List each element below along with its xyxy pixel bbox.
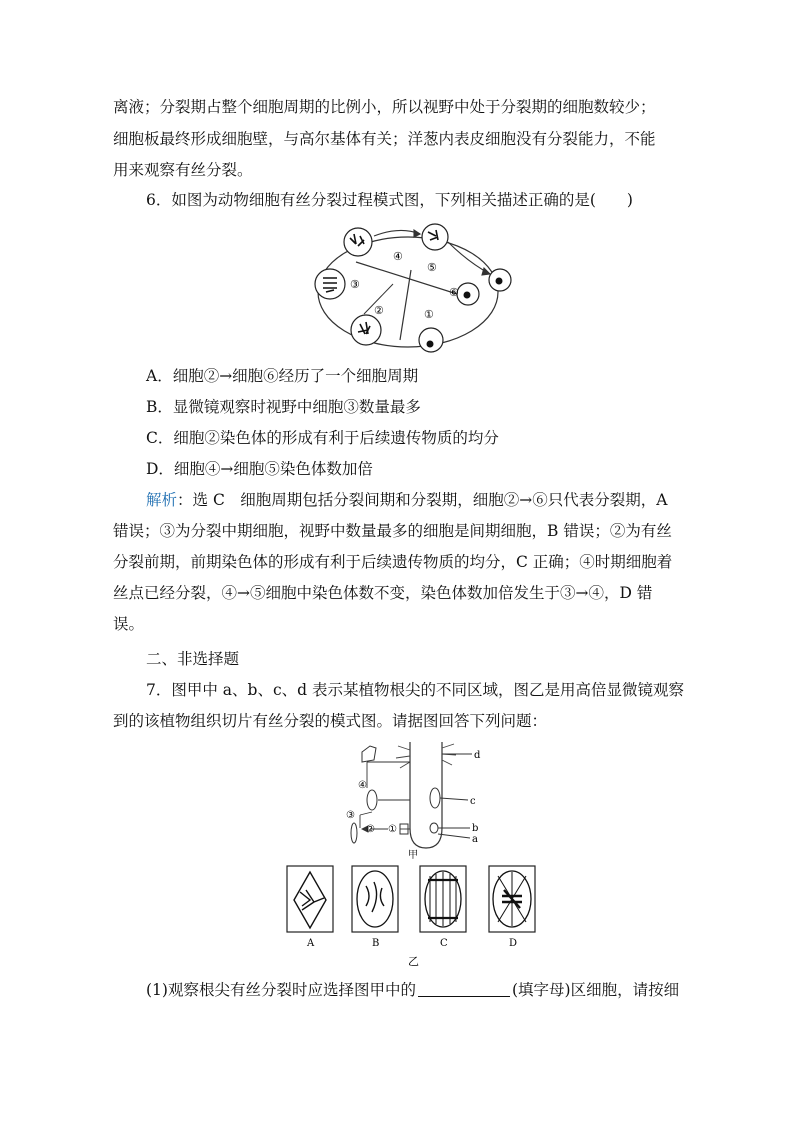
panel-label-b: B <box>372 938 380 949</box>
step-4: ④ <box>358 780 367 791</box>
option-b: B．显微镜观察时视野中细胞③数量最多 <box>146 398 421 416</box>
step-3: ③ <box>346 810 355 821</box>
panel-label-a: A <box>307 938 315 949</box>
analysis-line-4: 丝点已经分裂，④→⑤细胞中染色体数不变，染色体数加倍发生于③→④，D 错 <box>113 584 653 602</box>
answer-blank[interactable] <box>418 980 510 997</box>
cycle-label-1: ① <box>424 308 434 321</box>
cell-cycle-figure <box>308 222 518 366</box>
fig-jia-caption: 甲 <box>408 850 418 861</box>
intro-line-2: 细胞板最终形成细胞壁，与高尔基体有关；洋葱内表皮细胞没有分裂能力，不能 <box>113 130 656 148</box>
analysis-line-5: 误。 <box>113 615 145 633</box>
panel-label-d: D <box>509 938 518 949</box>
question-6-stem: 6．如图为动物细胞有丝分裂过程模式图，下列相关描述正确的是( ) <box>146 191 633 209</box>
analysis-line-2: 错误；③为分裂中期细胞，视野中数量最多的细胞是间期细胞，B 错误；②为有丝 <box>113 522 672 540</box>
root-tip-figure <box>340 740 490 869</box>
cycle-label-6: ⑥ <box>449 286 459 299</box>
analysis-line-3: 分裂前期，前期染色体的形成有利于后续遗传物质的均分，C 正确；④时期细胞着 <box>113 553 673 571</box>
intro-line-1: 离液；分裂期占整个细胞周期的比例小，所以视野中处于分裂期的细胞数较少； <box>113 98 656 116</box>
intro-line-3: 用来观察有丝分裂。 <box>113 161 253 179</box>
cycle-label-5: ⑤ <box>427 261 437 274</box>
cycle-label-2: ② <box>374 304 384 317</box>
panel-label-c: C <box>440 938 448 949</box>
cycle-label-3: ③ <box>350 278 360 291</box>
option-c: C．细胞②染色体的形成有利于后续遗传物质的均分 <box>146 429 499 447</box>
cycle-label-4: ④ <box>393 250 403 263</box>
question-7-stem-2: 到的该植物组织切片有丝分裂的模式图。请据图回答下列问题： <box>113 712 548 730</box>
analysis-label: 解析 <box>146 491 178 509</box>
region-b: b <box>472 823 479 834</box>
option-d: D．细胞④→细胞⑤染色体数加倍 <box>146 460 373 478</box>
step-2: ② <box>366 824 375 835</box>
analysis-line-1: 解析：选 C 细胞周期包括分裂间期和分裂期，细胞②→⑥只代表分裂期，A <box>146 491 668 509</box>
region-a: a <box>472 834 478 845</box>
section-heading: 二、非选择题 <box>146 650 240 668</box>
question-7-stem-1: 7．图甲中 a、b、c、d 表示某植物根尖的不同区域，图乙是用高倍显微镜观察 <box>146 681 684 699</box>
subquestion-1: (1)观察根尖有丝分裂时应选择图甲中的 (填字母)区细胞，请按细 <box>146 981 680 999</box>
option-a: A．细胞②→细胞⑥经历了一个细胞周期 <box>146 367 419 385</box>
step-1: ① <box>388 824 397 835</box>
mitosis-panels-figure <box>282 862 542 974</box>
fig-yi-caption: 乙 <box>408 955 419 968</box>
region-c: c <box>470 796 476 807</box>
region-d: d <box>474 750 481 761</box>
